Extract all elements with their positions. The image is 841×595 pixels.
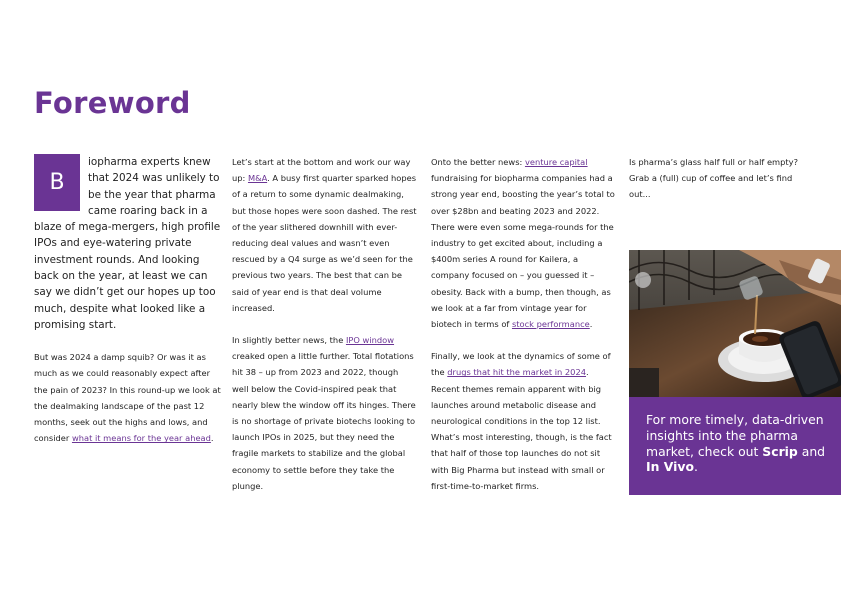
vc-end: . (589, 319, 593, 330)
column-2 (232, 154, 417, 510)
lead-paragraph (34, 154, 221, 333)
vc-text: fundraising for biopharma companies had a strong year end, boosting the year’s total to over $28bn and beating 2023 and 2022. There were even some mega-rounds for the industry to get excited about, including a $400m series A round for Kailera, a company focused on – you guessed it – obesity. Back with a bump, then though, as we look at a far from vintage year for biotech in terms of (431, 173, 615, 330)
drop-cap: B (34, 154, 80, 211)
stock-performance-link[interactable]: stock performance (511, 319, 590, 330)
lead-text: iopharma experts knew that 2024 was unlikely to be the year that pharma came roaring back in a blaze of mega-mergers, high profile IPOs and eye-watering private investment rounds. And looking back on the year, at least we can say we didn’t get our hopes up too much, despite what looked like a promising start. (34, 156, 221, 331)
intro-text: But was 2024 a damp squib? Or was it as much as we could reasonably expect after the pain of 2023? In this round-up we look at the dealmaking landscape of the past 12 months, seek out the highs and lows, and consider (34, 352, 221, 444)
column-3 (431, 154, 616, 510)
cta-end: . (693, 459, 698, 475)
scrip-brand[interactable]: Scrip (762, 443, 798, 459)
cta-box (629, 397, 841, 495)
ma-start: Let’s start at the bottom and work our way up: (232, 157, 411, 184)
ipo-window-link[interactable]: IPO window (345, 335, 395, 346)
vc-paragraph (431, 154, 616, 332)
ipo-start: In slightly better news, the (232, 335, 346, 346)
drugs-paragraph (431, 348, 616, 494)
column-1 (34, 154, 221, 462)
drugs-start: Finally, we look at the dynamics of some of the (431, 351, 611, 378)
cta-text: For more timely, data-driven insights into the pharma market, check out (646, 412, 824, 459)
intro-end: . (210, 433, 214, 444)
drugs-text: . Recent themes remain apparent with big launches around metabolic disease and neurological conditions in the top 12 list. What’s most interesting, though, is the fact that half of those top launches do not sit with Big Pharma but instead with small or first-time-to-market firms. (431, 367, 612, 491)
ma-paragraph (232, 154, 417, 316)
coffee-pour-image (629, 250, 841, 397)
cta-and: and (797, 443, 826, 459)
page-title: Foreword (34, 86, 191, 120)
ipo-text: creaked open a little further. Total flotations hit 38 – up from 2023 and 2022, though well below the Covid-inspired peak that nearly blew the window off its hinges. There is no shortage of private biotechs looking to launch IPOs in 2025, but they need the fragile markets to stabilize and the global economy to settle before they take the plunge. (232, 351, 416, 491)
coffee-photo (629, 250, 841, 397)
ma-text: . A busy first quarter sparked hopes of a return to some dynamic dealmaking, but those hopes were soon dashed. The rest of the year slithered downhill with ever-reducing deal values and wasn’t even rescued by a Q4 surge as we’d seen for the previous two years. The best that can be said of year end is that deal volume increased. (232, 173, 417, 313)
intro-paragraph (34, 349, 221, 446)
year-ahead-link[interactable]: what it means for the year ahead (71, 433, 211, 444)
ma-link[interactable]: M&A (247, 173, 268, 184)
vc-start: Onto the better news: (431, 157, 525, 167)
coffee-paragraph: Is pharma’s glass half full or half empty? Grab a (full) cup of coffee and let’s find out... (629, 157, 798, 200)
column-4 (629, 154, 809, 219)
drugs-link[interactable]: drugs that hit the market in 2024 (447, 367, 587, 378)
in-vivo-brand[interactable]: In Vivo (646, 459, 694, 475)
venture-capital-link[interactable]: venture capital (524, 157, 588, 167)
ipo-paragraph (232, 332, 417, 494)
